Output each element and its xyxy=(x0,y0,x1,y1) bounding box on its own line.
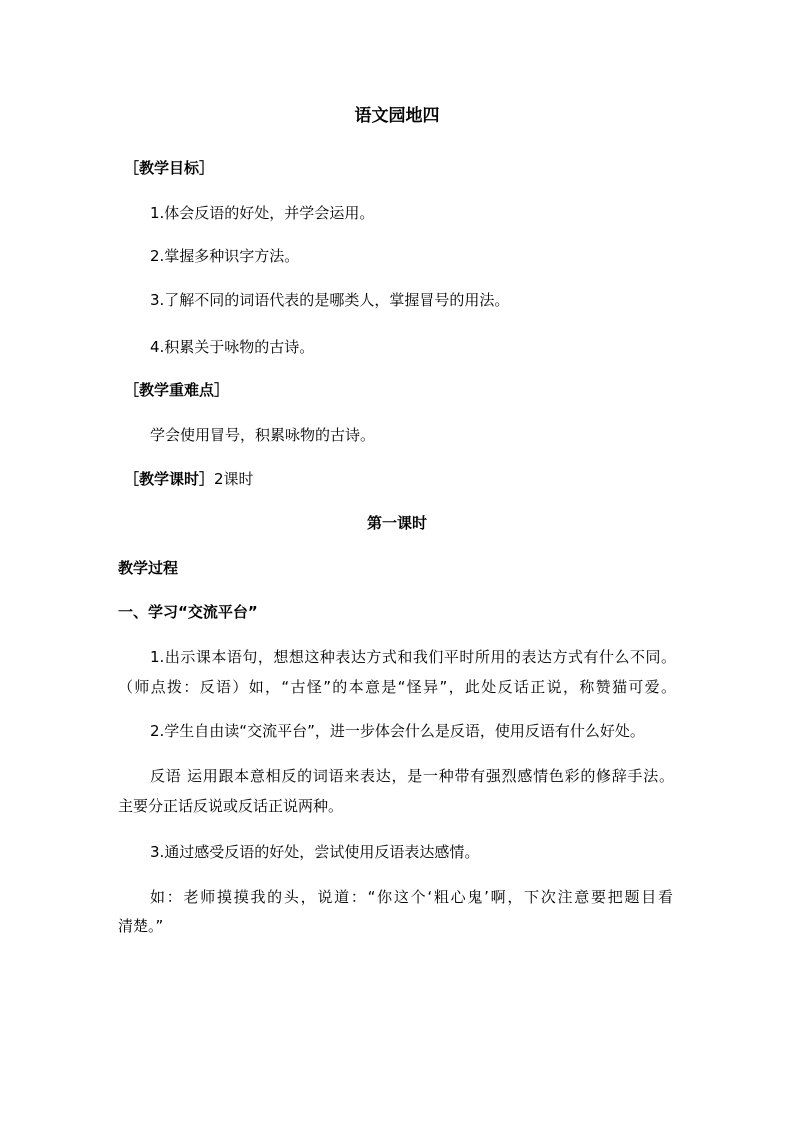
hours-line xyxy=(124,469,254,489)
paragraph-5-line-1: 如：老师摸摸我的头，说道：“你这个‘粗心鬼’啊，下次注意要把题目看 xyxy=(150,888,673,906)
keypoints-heading: ［教学重难点］ xyxy=(124,381,230,399)
paragraph-1-line-2: （师点拨：反语）如，“古怪”的本意是“怪异”，此处反话正说，称赞猫可爱。 xyxy=(118,678,676,696)
keypoints-text: 学会使用冒号，积累咏物的古诗。 xyxy=(150,426,376,444)
objectives-heading: ［教学目标］ xyxy=(124,159,215,177)
paragraph-5-line-2: 清楚。” xyxy=(118,917,164,935)
lesson-title: 第一课时 xyxy=(366,514,427,532)
process-heading: 教学过程 xyxy=(118,559,179,577)
paragraph-4: 3.通过感受反语的好处，尝试使用反语表达感情。 xyxy=(150,843,480,861)
paragraph-3-line-1: 反语 运用跟本意相反的词语来表达，是一种带有强烈感情色彩的修辞手法。 xyxy=(150,767,674,785)
objective-item-4: 4.积累关于咏物的古诗。 xyxy=(150,338,315,356)
objective-item-1: 1.体会反语的好处，并学会运用。 xyxy=(150,204,375,222)
paragraph-1-line-1: 1.出示课本语句，想想这种表达方式和我们平时所用的表达方式有什么不同。 xyxy=(150,648,676,666)
hours-value: 2课时 xyxy=(214,470,254,488)
paragraph-2: 2.学生自由读“交流平台”，进一步体会什么是反语，使用反语有什么好处。 xyxy=(150,722,645,740)
page-title: 语文园地四 xyxy=(354,106,440,126)
hours-heading: ［教学课时］ xyxy=(124,470,215,488)
section-heading: 一、学习“交流平台” xyxy=(118,603,258,621)
objective-item-2: 2.掌握多种识字方法。 xyxy=(150,247,300,265)
paragraph-3-line-2: 主要分正话反说或反话正说两种。 xyxy=(118,797,344,815)
objective-item-3: 3.了解不同的词语代表的是哪类人，掌握冒号的用法。 xyxy=(150,291,510,309)
